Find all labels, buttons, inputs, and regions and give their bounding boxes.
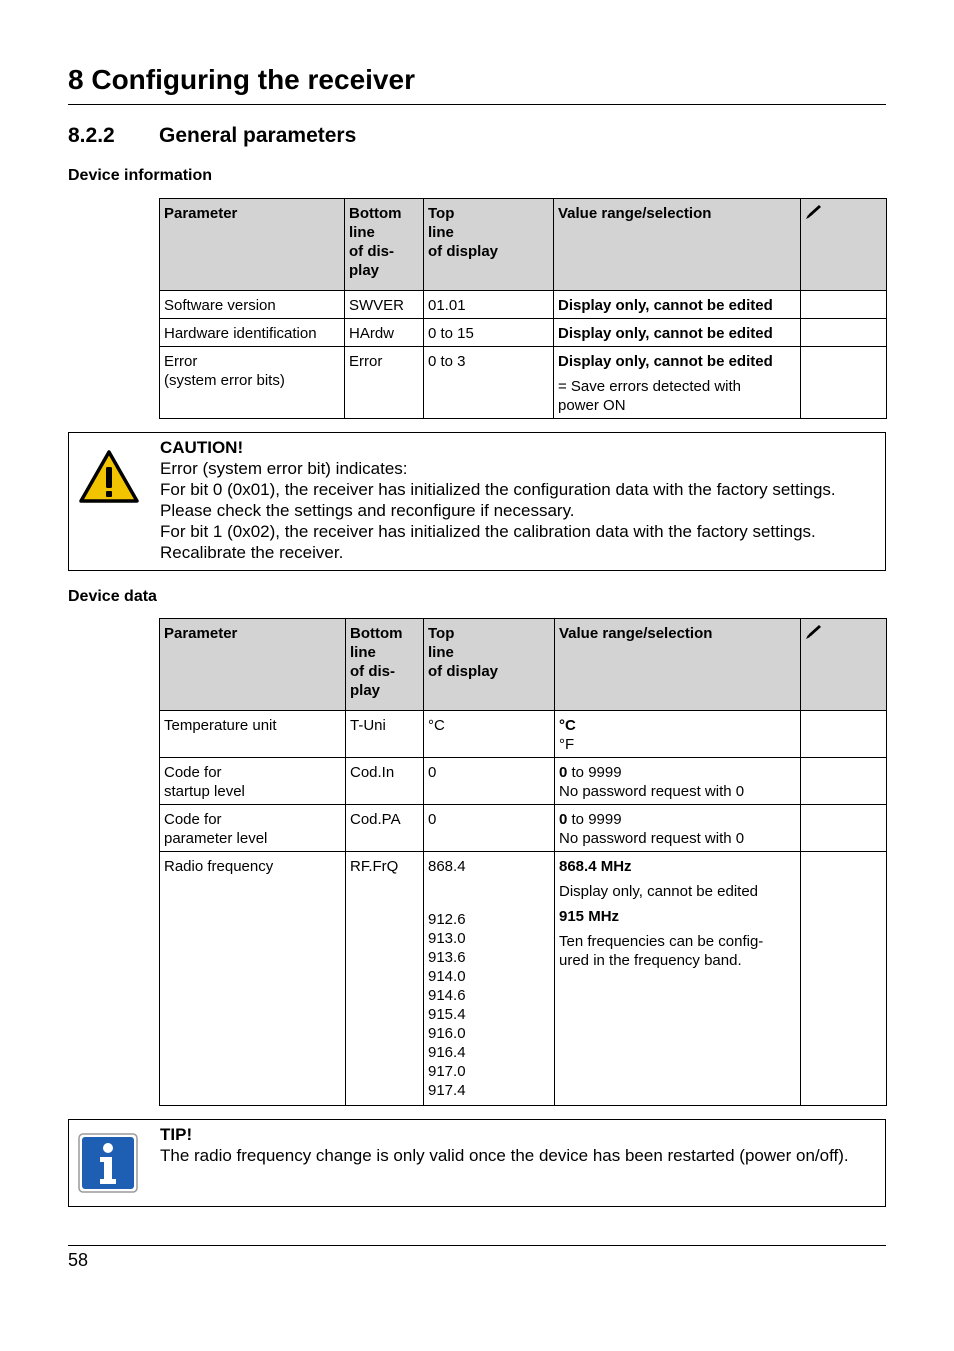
header-parameter: Parameter bbox=[160, 199, 345, 291]
device-data-heading: Device data bbox=[68, 588, 157, 605]
table-row bbox=[160, 758, 887, 805]
tip-body: The radio frequency change is only valid once the device has been restarted (power on/off). bbox=[160, 1146, 849, 1165]
cell-edit bbox=[801, 319, 887, 347]
table-row bbox=[160, 291, 887, 319]
table-row bbox=[160, 711, 887, 758]
caution-line: Error (system error bit) indicates: bbox=[160, 459, 408, 478]
cell-edit bbox=[801, 758, 887, 805]
header-bottom-line: Bottom line of dis- play bbox=[346, 619, 424, 711]
cell-top: 868.4 912.6 913.0 913.6 914.0 914.6 915.4 916.0 916.4 917.0 917.4 bbox=[424, 852, 555, 1106]
cell-parameter: Radio frequency bbox=[160, 852, 346, 1106]
cell-edit bbox=[801, 805, 887, 852]
cell-parameter: Error (system error bits) bbox=[160, 347, 345, 419]
cell-top: 01.01 bbox=[424, 291, 554, 319]
caution-title: CAUTION! bbox=[160, 438, 244, 457]
device-information-table bbox=[159, 198, 887, 419]
header-value-range: Value range/selection bbox=[555, 619, 801, 711]
header-top-line: Top line of display bbox=[424, 199, 554, 291]
cell-value: 868.4 MHz Display only, cannot be edited 915 MHz Ten frequencies can be config- ured in the frequency band. bbox=[555, 852, 801, 1106]
table-row bbox=[160, 805, 887, 852]
header-edit bbox=[801, 619, 887, 711]
chapter-divider bbox=[68, 104, 886, 105]
cell-value: Display only, cannot be edited bbox=[554, 291, 801, 319]
cell-top: 0 to 3 bbox=[424, 347, 554, 419]
cell-edit bbox=[801, 711, 887, 758]
cell-parameter: Hardware identification bbox=[160, 319, 345, 347]
tip-title: TIP! bbox=[160, 1125, 193, 1144]
cell-parameter: Code for parameter level bbox=[160, 805, 346, 852]
cell-bottom: Cod.PA bbox=[346, 805, 424, 852]
header-value-range: Value range/selection bbox=[554, 199, 801, 291]
cell-value: Display only, cannot be edited = Save errors detected with power ON bbox=[554, 347, 801, 419]
pencil-icon bbox=[805, 624, 823, 640]
cell-value: °C °F bbox=[555, 711, 801, 758]
device-data-table bbox=[159, 618, 887, 1106]
header-parameter: Parameter bbox=[160, 619, 346, 711]
chapter-title: 8 Configuring the receiver bbox=[68, 64, 415, 95]
cell-top: 0 bbox=[424, 805, 555, 852]
cell-bottom: Cod.In bbox=[346, 758, 424, 805]
cell-bottom: RF.FrQ bbox=[346, 852, 424, 1106]
table-row bbox=[160, 347, 887, 419]
cell-parameter: Code for startup level bbox=[160, 758, 346, 805]
tip-text bbox=[160, 1124, 877, 1166]
warning-triangle-icon bbox=[78, 449, 140, 505]
cell-bottom: SWVER bbox=[345, 291, 424, 319]
device-information-heading: Device information bbox=[68, 167, 213, 184]
cell-bottom: HArdw bbox=[345, 319, 424, 347]
footer-divider bbox=[68, 1245, 886, 1246]
cell-bottom: T-Uni bbox=[346, 711, 424, 758]
table-header-row bbox=[160, 619, 887, 711]
cell-edit bbox=[801, 291, 887, 319]
header-top-line: Top line of display bbox=[424, 619, 555, 711]
table-header-row bbox=[160, 199, 887, 291]
cell-value: 0 to 9999 No password request with 0 bbox=[555, 805, 801, 852]
table-row bbox=[160, 319, 887, 347]
section-title: General parameters bbox=[159, 124, 357, 147]
cell-top: 0 to 15 bbox=[424, 319, 554, 347]
cell-top: °C bbox=[424, 711, 555, 758]
header-bottom-line: Bottom line of dis- play bbox=[345, 199, 424, 291]
caution-line: For bit 0 (0x01), the receiver has initialized the configuration data with the factory settings. bbox=[160, 480, 836, 499]
cell-edit bbox=[801, 852, 887, 1106]
cell-bottom: Error bbox=[345, 347, 424, 419]
caution-line: Please check the settings and reconfigure if necessary. bbox=[160, 501, 575, 520]
caution-line: Recalibrate the receiver. bbox=[160, 543, 344, 562]
section-number: 8.2.2 bbox=[68, 124, 115, 147]
cell-value: Display only, cannot be edited bbox=[554, 319, 801, 347]
cell-parameter: Software version bbox=[160, 291, 345, 319]
cell-top: 0 bbox=[424, 758, 555, 805]
cell-value: 0 to 9999 No password request with 0 bbox=[555, 758, 801, 805]
caution-box bbox=[68, 432, 886, 571]
caution-text bbox=[160, 437, 877, 563]
pencil-icon bbox=[805, 204, 823, 220]
header-edit bbox=[801, 199, 887, 291]
cell-parameter: Temperature unit bbox=[160, 711, 346, 758]
cell-edit bbox=[801, 347, 887, 419]
info-icon bbox=[78, 1133, 138, 1193]
page-number: 58 bbox=[68, 1250, 89, 1270]
table-row bbox=[160, 852, 887, 1106]
tip-box bbox=[68, 1119, 886, 1207]
caution-line: For bit 1 (0x02), the receiver has initialized the calibration data with the factory settings. bbox=[160, 522, 816, 541]
